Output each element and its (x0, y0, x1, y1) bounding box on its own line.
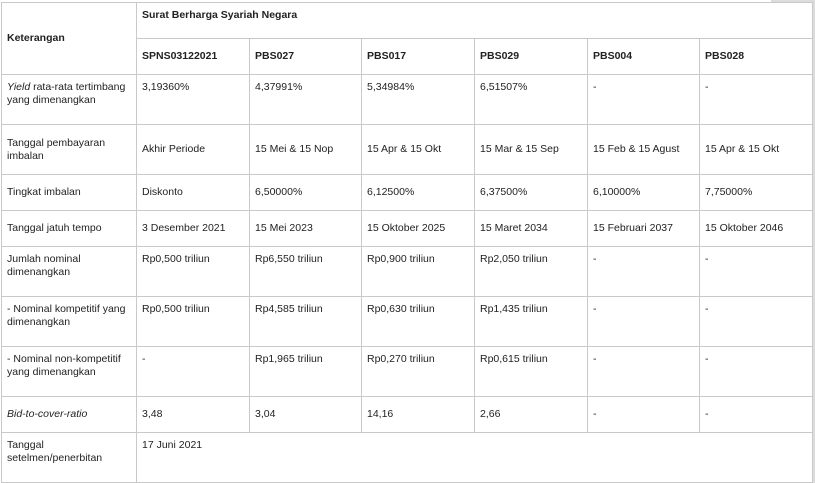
row-label (2, 75, 137, 125)
row-label: Tingkat imbalan (2, 175, 137, 211)
table-cell: Diskonto (137, 175, 250, 211)
table-cell: - (588, 297, 700, 347)
table-row (2, 297, 813, 347)
table-cell: 15 Oktober 2025 (362, 211, 475, 247)
table-cell: 15 Feb & 15 Agust (588, 125, 700, 175)
table-cell: 15 Mar & 15 Sep (475, 125, 588, 175)
header-series: SPNS03122021 (137, 39, 250, 75)
table-cell: 6,12500% (362, 175, 475, 211)
table-cell: - (700, 397, 813, 433)
table-row (2, 247, 813, 297)
table-cell: Rp0,500 triliun (137, 297, 250, 347)
table-cell: - (588, 75, 700, 125)
table-row (2, 75, 813, 125)
table-cell: - (700, 347, 813, 397)
header-row-group (2, 3, 813, 39)
table-cell: 6,51507% (475, 75, 588, 125)
table-row (2, 211, 813, 247)
table-cell: Rp6,550 triliun (250, 247, 362, 297)
table-cell: 15 Apr & 15 Okt (700, 125, 813, 175)
table-cell: - (700, 75, 813, 125)
header-keterangan: Keterangan (2, 3, 137, 75)
table-cell: 15 Maret 2034 (475, 211, 588, 247)
table-cell: Rp0,900 triliun (362, 247, 475, 297)
header-series: PBS027 (250, 39, 362, 75)
table-cell: Rp1,965 triliun (250, 347, 362, 397)
table-cell: 15 Apr & 15 Okt (362, 125, 475, 175)
table-cell: 15 Februari 2037 (588, 211, 700, 247)
table-cell: 14,16 (362, 397, 475, 433)
header-series: PBS004 (588, 39, 700, 75)
table-row (2, 347, 813, 397)
table-cell: 7,75000% (700, 175, 813, 211)
table-cell: Rp0,615 triliun (475, 347, 588, 397)
table-row (2, 397, 813, 433)
table-cell: - (588, 247, 700, 297)
table-cell: Rp0,500 triliun (137, 247, 250, 297)
table-cell: Rp0,630 triliun (362, 297, 475, 347)
table-cell: - (588, 397, 700, 433)
table-cell: - (588, 347, 700, 397)
header-group-title: Surat Berharga Syariah Negara (137, 3, 813, 39)
table-cell: 6,50000% (250, 175, 362, 211)
row-label-italic: Yield (7, 81, 31, 93)
header-series: PBS028 (700, 39, 813, 75)
table-cell: 15 Oktober 2046 (700, 211, 813, 247)
table-cell: 6,37500% (475, 175, 588, 211)
row-label: Tanggal pembayaran imbalan (2, 125, 137, 175)
table-cell: 3 Desember 2021 (137, 211, 250, 247)
table-cell: 6,10000% (588, 175, 700, 211)
header-series: PBS017 (362, 39, 475, 75)
row-label-text: rata-rata tertimbang yang dimenangkan (7, 81, 126, 106)
table-cell: 15 Mei 2023 (250, 211, 362, 247)
table-cell: Rp0,270 triliun (362, 347, 475, 397)
table-cell: 2,66 (475, 397, 588, 433)
table-cell: 5,34984% (362, 75, 475, 125)
header-series: PBS029 (475, 39, 588, 75)
row-label: Bid-to-cover-ratio (2, 397, 137, 433)
settlement-date: 17 Juni 2021 (137, 433, 813, 483)
table-cell: - (700, 247, 813, 297)
auction-results-table (1, 2, 813, 483)
table-cell: 3,19360% (137, 75, 250, 125)
table-cell: 15 Mei & 15 Nop (250, 125, 362, 175)
table-row (2, 175, 813, 211)
table-cell: Rp4,585 triliun (250, 297, 362, 347)
row-label: - Nominal kompetitif yang dimenangkan (2, 297, 137, 347)
table-row-settlement (2, 433, 813, 483)
table-cell: - (137, 347, 250, 397)
table-cell: 3,04 (250, 397, 362, 433)
row-label: Tanggal setelmen/penerbitan (2, 433, 137, 483)
row-label: Jumlah nominal dimenangkan (2, 247, 137, 297)
table-row (2, 125, 813, 175)
table-cell: - (700, 297, 813, 347)
table-cell: 3,48 (137, 397, 250, 433)
table-cell: Rp2,050 triliun (475, 247, 588, 297)
table-cell: Rp1,435 triliun (475, 297, 588, 347)
row-label: Tanggal jatuh tempo (2, 211, 137, 247)
table-cell: 4,37991% (250, 75, 362, 125)
row-label: - Nominal non-kompetitif yang dimenangkan (2, 347, 137, 397)
table-cell: Akhir Periode (137, 125, 250, 175)
